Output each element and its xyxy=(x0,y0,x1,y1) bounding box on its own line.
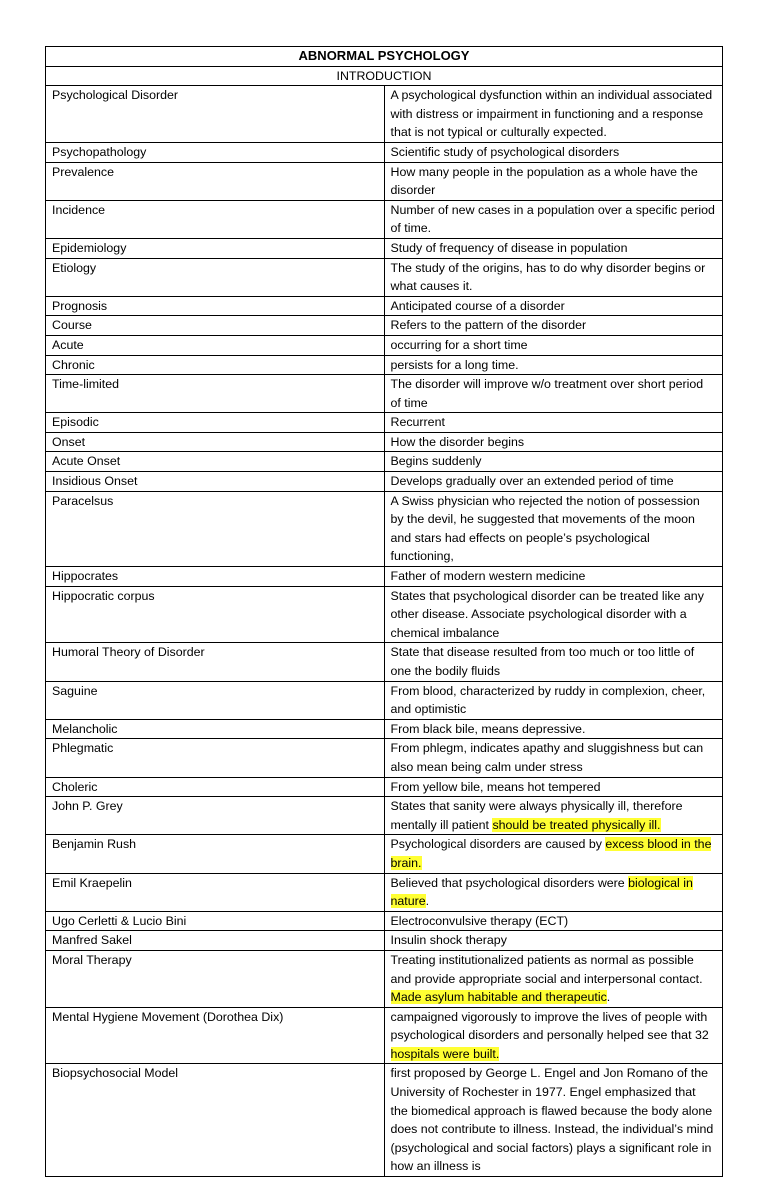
table-row xyxy=(46,911,723,931)
definition-cell xyxy=(384,567,723,587)
highlighted-text: excess blood in the brain. xyxy=(390,837,712,870)
definition-cell xyxy=(384,375,723,413)
table-row xyxy=(46,452,723,472)
table-row xyxy=(46,472,723,492)
definition-cell xyxy=(384,86,723,143)
definition-text: Anticipated course of a disorder xyxy=(390,298,565,313)
subtitle-row xyxy=(46,66,723,86)
definition-text: Electroconvulsive therapy (ECT) xyxy=(390,913,569,928)
definition-cell xyxy=(384,335,723,355)
definition-text: From black bile, means depressive. xyxy=(390,721,586,736)
term-cell: John P. Grey xyxy=(46,797,385,835)
definition-cell xyxy=(384,950,723,1007)
definition-cell xyxy=(384,643,723,681)
definition-cell xyxy=(384,413,723,433)
definition-cell xyxy=(384,258,723,296)
table-row xyxy=(46,86,723,143)
highlighted-text: biological in nature xyxy=(390,875,693,909)
table-row xyxy=(46,739,723,777)
definitions-table xyxy=(45,46,723,1177)
title-row xyxy=(46,47,723,67)
term-cell: Melancholic xyxy=(46,719,385,739)
term-cell: Acute Onset xyxy=(46,452,385,472)
definition-text: first proposed by George L. Engel and Jon Romano of the University of Rochester in 1977. Engel emphasized that the biomedical approach is flawed because the body alone does not contribute to illness. Instead, the individual’s mind (psychological and social factors) plays a significant role in how an illness is xyxy=(390,1066,714,1174)
definition-text: A Swiss physician who rejected the notion of possession by the devil, he suggested that movements of the moon and stars had effects on people’s psychological functioning, xyxy=(390,493,700,564)
term-cell: Prevalence xyxy=(46,162,385,200)
term-cell: Epidemiology xyxy=(46,238,385,258)
definition-text: From yellow bile, means hot tempered xyxy=(390,779,601,794)
definition-text: persists for a long time. xyxy=(390,357,519,372)
definition-text: How the disorder begins xyxy=(390,434,525,449)
term-cell: Acute xyxy=(46,335,385,355)
definition-cell xyxy=(384,586,723,643)
term-cell: Hippocrates xyxy=(46,567,385,587)
definition-text: Develops gradually over an extended period of time xyxy=(390,474,674,489)
term-cell: Paracelsus xyxy=(46,491,385,566)
term-cell: Insidious Onset xyxy=(46,472,385,492)
table-row xyxy=(46,491,723,566)
term-cell: Episodic xyxy=(46,413,385,433)
term-cell: Chronic xyxy=(46,355,385,375)
definition-text: How many people in the population as a whole have the disorder xyxy=(390,164,698,198)
document-title: ABNORMAL PSYCHOLOGY xyxy=(46,47,723,67)
term-cell: Course xyxy=(46,316,385,336)
definition-cell xyxy=(384,911,723,931)
definition-text: . xyxy=(606,990,611,1005)
highlighted-text: should be treated physically ill. xyxy=(492,817,661,832)
definition-text: From phlegm, indicates apathy and sluggishness but can also mean being calm under stress xyxy=(390,741,704,774)
definition-text: The disorder will improve w/o treatment over short period of time xyxy=(390,377,704,410)
term-cell: Benjamin Rush xyxy=(46,835,385,873)
definition-cell xyxy=(384,1007,723,1064)
term-cell: Saguine xyxy=(46,681,385,719)
definition-cell xyxy=(384,719,723,739)
table-row xyxy=(46,258,723,296)
table-row xyxy=(46,296,723,316)
definition-cell xyxy=(384,162,723,200)
definition-text: Study of frequency of disease in population xyxy=(390,240,628,255)
term-cell: Etiology xyxy=(46,258,385,296)
term-cell: Hippocratic corpus xyxy=(46,586,385,643)
definition-text: State that disease resulted from too much or too little of one the bodily fluids xyxy=(390,645,695,678)
definition-cell xyxy=(384,238,723,258)
table-row xyxy=(46,777,723,797)
term-cell: Choleric xyxy=(46,777,385,797)
document-page xyxy=(45,46,723,1177)
table-row xyxy=(46,873,723,911)
definition-cell xyxy=(384,873,723,911)
definition-text: Treating institutionalized patients as normal as possible and provide appropriate social and interpersonal contact. xyxy=(390,952,703,986)
table-row xyxy=(46,200,723,238)
definition-cell xyxy=(384,797,723,835)
highlighted-text: hospitals were built. xyxy=(390,1046,500,1061)
table-row xyxy=(46,567,723,587)
definition-cell xyxy=(384,1064,723,1177)
term-cell: Phlegmatic xyxy=(46,739,385,777)
table-row xyxy=(46,238,723,258)
definition-text: Insulin shock therapy xyxy=(390,933,507,948)
term-cell: Incidence xyxy=(46,200,385,238)
table-row xyxy=(46,432,723,452)
table-row xyxy=(46,1007,723,1064)
definition-text: Believed that psychological disorders were xyxy=(390,875,629,890)
table-row xyxy=(46,142,723,162)
table-row xyxy=(46,643,723,681)
table-row xyxy=(46,162,723,200)
table-row xyxy=(46,950,723,1007)
definition-text: Recurrent xyxy=(390,415,445,430)
term-cell: Onset xyxy=(46,432,385,452)
definition-cell xyxy=(384,432,723,452)
term-cell: Emil Kraepelin xyxy=(46,873,385,911)
definition-text: States that sanity were always physically ill, therefore mentally ill patient xyxy=(390,799,683,832)
definition-cell xyxy=(384,931,723,951)
table-row xyxy=(46,375,723,413)
definition-text: From blood, characterized by ruddy in complexion, cheer, and optimistic xyxy=(390,683,706,717)
term-cell: Psychological Disorder xyxy=(46,86,385,143)
definition-text: Refers to the pattern of the disorder xyxy=(390,318,587,333)
definition-text: The study of the origins, has to do why disorder begins or what causes it. xyxy=(390,260,706,294)
table-row xyxy=(46,1064,723,1177)
term-cell: Manfred Sakel xyxy=(46,931,385,951)
table-row xyxy=(46,355,723,375)
table-row xyxy=(46,719,723,739)
definition-cell xyxy=(384,316,723,336)
definition-cell xyxy=(384,200,723,238)
definition-cell xyxy=(384,681,723,719)
definition-cell xyxy=(384,296,723,316)
table-row xyxy=(46,335,723,355)
table-row xyxy=(46,797,723,835)
definition-cell xyxy=(384,739,723,777)
definition-cell xyxy=(384,777,723,797)
definition-cell xyxy=(384,491,723,566)
definition-text: Psychological disorders are caused by xyxy=(390,837,606,852)
definition-text: campaigned vigorously to improve the lives of people with psychological disorders and personally helped see that 32 xyxy=(390,1009,709,1043)
definition-cell xyxy=(384,472,723,492)
table-row xyxy=(46,931,723,951)
section-heading: INTRODUCTION xyxy=(46,66,723,86)
table-row xyxy=(46,316,723,336)
table-row xyxy=(46,835,723,873)
term-cell: Ugo Cerletti & Lucio Bini xyxy=(46,911,385,931)
definition-text: Father of modern western medicine xyxy=(390,569,586,584)
term-cell: Time-limited xyxy=(46,375,385,413)
definition-cell xyxy=(384,835,723,873)
definition-cell xyxy=(384,142,723,162)
highlighted-text: Made asylum habitable and therapeutic xyxy=(390,990,607,1005)
definition-text: A psychological dysfunction within an individual associated with distress or impairment in functioning and a response that is not typical or culturally expected. xyxy=(390,88,713,140)
definition-text: States that psychological disorder can be treated like any other disease. Associate psychological disorder with a chemical imbalance xyxy=(390,588,704,640)
definition-text: Scientific study of psychological disorders xyxy=(390,144,620,159)
term-cell: Moral Therapy xyxy=(46,950,385,1007)
term-cell: Mental Hygiene Movement (Dorothea Dix) xyxy=(46,1007,385,1064)
definition-text: Begins suddenly xyxy=(390,454,482,469)
term-cell: Humoral Theory of Disorder xyxy=(46,643,385,681)
term-cell: Prognosis xyxy=(46,296,385,316)
definition-cell xyxy=(384,452,723,472)
table-row xyxy=(46,586,723,643)
term-cell: Biopsychosocial Model xyxy=(46,1064,385,1177)
definition-text: . xyxy=(425,894,430,909)
table-row xyxy=(46,413,723,433)
definition-cell xyxy=(384,355,723,375)
definition-text: Number of new cases in a population over a specific period of time. xyxy=(390,202,715,236)
definition-text: occurring for a short time xyxy=(390,337,528,352)
term-cell: Psychopathology xyxy=(46,142,385,162)
table-row xyxy=(46,681,723,719)
